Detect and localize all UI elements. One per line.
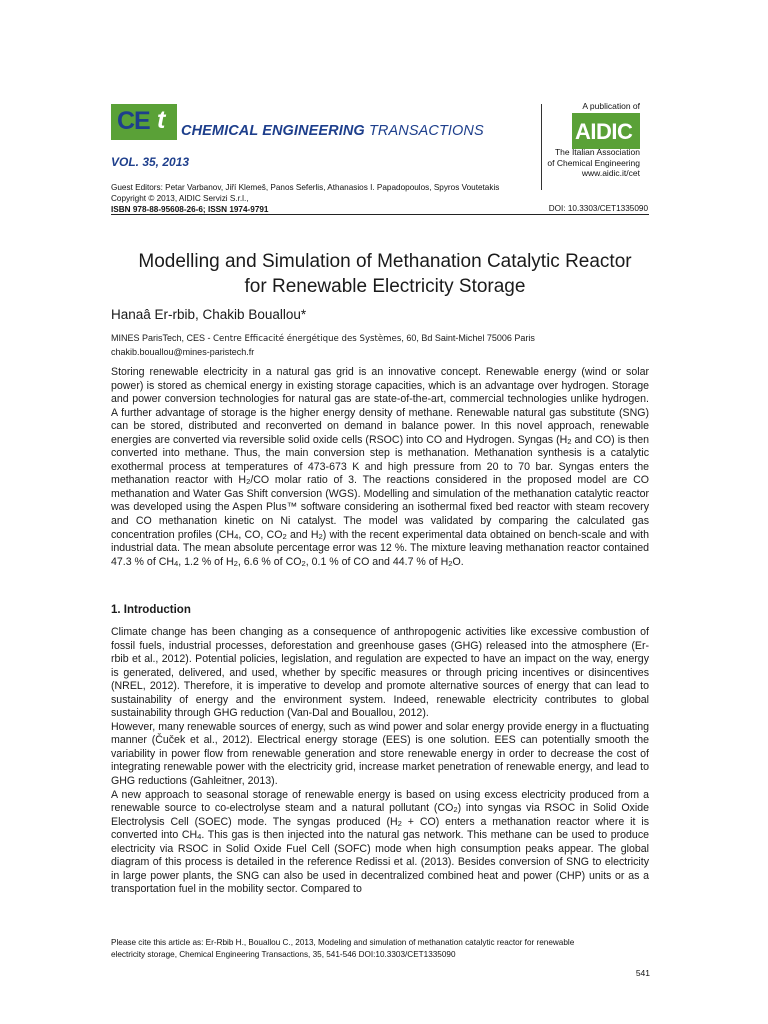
- volume-label: VOL. 35, 2013: [111, 155, 190, 169]
- association-info: The Italian Association of Chemical Engineering www.aidic.it/cet: [520, 147, 640, 179]
- intro-paragraph-3: A new approach to seasonal storage of renewable energy is based on using excess electricity produced from a renewable source to co-electrolyse steam and a natural pollutant $(CO_2)$ into syngas via RSOC in Solid Oxide Electrolysis Cell (SOEC) mode. The syngas produced $(H_2 + CO)$ enters a methanation reactor where it is converted into $CH_4$. This gas is then injected into the natural gas network. This methane can be used to produce electricity via RSOC in Solid Oxide Fuel Cell (SOFC) mode when high consumption peaks appear. The global diagram of this process is detailed in the reference Redissi et al. (2013). Besides conversion of SNG to electricity in large power plants, the SNG can also be used in decentralized combined heat and power (CHP) units or as a transportation fuel in the mobility sector. Compared to: [111, 788, 650, 896]
- cet-logo-accent: t: [157, 106, 166, 134]
- guest-editors: Guest Editors: Petar Varbanov, Jiří Klemeš, Panos Seferlis, Athanasios I. Papadopoulos, Spyros Voutetakis: [111, 183, 500, 192]
- affiliation: MINES ParisTech, CES - Centre Efficacité énergétique des Systèmes, 60, Bd Saint-Michel 75006 Paris chakib.bouallou@mines-paristech.fr: [111, 333, 535, 357]
- abstract: Storing renewable electricity in a natural gas grid is an innovative concept. Renewable energy (wind or solar power) is stored as chemical energy in existing storage capacities, which is an advantage over hydrogen. Storage and power conversion technologies for natural gas are state-of-the-art, commercial technologies unlike hydrogen. A further advantage of storage is the higher energy density of methane. Renewable natural gas substitute (SNG) can be stored, distributed and reconverted on demand in balance power. In this novel approach, renewable energies are converted via reversible solid oxide cells (RSOC) into CO and Hydrogen. Syngas ($H_2$ and CO) is then converted into methane. Thus, the main conversion step is methanation. Methanation synthesis is a catalytic exothermal process at temperatures of 473-673 K and high pressure from 20 to 70 bar. Syngas enters the methanation reactor with $H_2/CO$ molar ratio of 3. The reactions considered in the proposed model are CO methanation and Water Gas Shift conversion (WGS). Modelling and simulation of the methanation catalytic reactor was developed using the Aspen Plus™ software considering an isothermal fixed bed reactor with steam recovery and CO methanation kinetic on Ni catalyst. The model was validated by comparing the calculated gas concentration profiles ($CH_4$, CO, $CO_2$ and $H_2$) with the recent experimental data obtained on bench-scale and with industrial data. The mean absolute percentage error was 12 %. The mixture leaving methanation reactor contained 47.3 % of $CH_4$, 1.2 % of $H_2$, 6.6 % of $CO_2$, 0.1 % of CO and 44.7 % of $H_2O$.: [111, 366, 649, 568]
- journal-name: CHEMICAL ENGINEERING TRANSACTIONS: [181, 123, 484, 139]
- copyright: Copyright © 2013, AIDIC Servizi S.r.l.,: [111, 194, 249, 203]
- paper-title: Modelling and Simulation of Methanation Catalytic Reactor for Renewable Electricity Storage: [138, 251, 632, 297]
- editors-block: [111, 182, 499, 215]
- intro-paragraph-1: Climate change has been changing as a consequence of anthropogenic activities like excessive combustion of fossil fuels, industrial processes, deforestation and greenhouse gases (GHG) released into the atmosphere (Er-rbib et al., 2012). Potential policies, legislation, and regulation are expected to have an impact on the way, energy is generated, delivered, and used, whether by specific measures or through pricing incentives or disincentives (NREL, 2012). Therefore, it is imperative to develop and promote alternative sources of energy that can lead to sustainability of energy and the environment system. Indeed, renewable electricity contributes to global sustainability through GHG reduction (Van-Dal and Bouallou, 2012).: [111, 626, 649, 720]
- aidic-logo: AIDIC: [572, 113, 640, 149]
- header-rule: [111, 214, 649, 215]
- doi: DOI: 10.3303/CET1335090: [548, 204, 648, 213]
- page-number: 541: [635, 968, 650, 978]
- isbn: ISBN 978-88-95608-26-6; ISSN 1974-9791: [111, 205, 269, 214]
- association-link[interactable]: www.aidic.it/cet: [581, 168, 640, 178]
- cet-logo: [111, 104, 177, 140]
- cet-logo-text: CE: [117, 107, 150, 135]
- publication-of-label: A publication of: [582, 101, 640, 111]
- introduction-body: [111, 626, 649, 897]
- author-email[interactable]: chakib.bouallou@mines-paristech.fr: [111, 346, 255, 357]
- authors: Hanaâ Er-rbib, Chakib Bouallou*: [111, 307, 307, 322]
- section-heading: 1. Introduction: [111, 604, 191, 616]
- citation-note: Please cite this article as: Er-Rbib H., Bouallou C., 2013, Modeling and simulation of methanation catalytic reactor for renewable electricity storage, Chemical Engineering Transactions, 35, 541-546 DOI:10.3303/CET1335090: [111, 938, 575, 959]
- intro-paragraph-2: However, many renewable sources of energy, such as wind power and solar energy provide energy in a fluctuating manner (Čuček et al., 2012). Electrical energy storage (EES) is one solution. EES can potentially smooth the variability in power flow from renewable generation and store renewable energy in order to decrease the cost of integrating renewable power with the electricity grid, increase market penetration of renewable energy, and lead to GHG reductions (Gahleitner, 2013).: [111, 720, 649, 788]
